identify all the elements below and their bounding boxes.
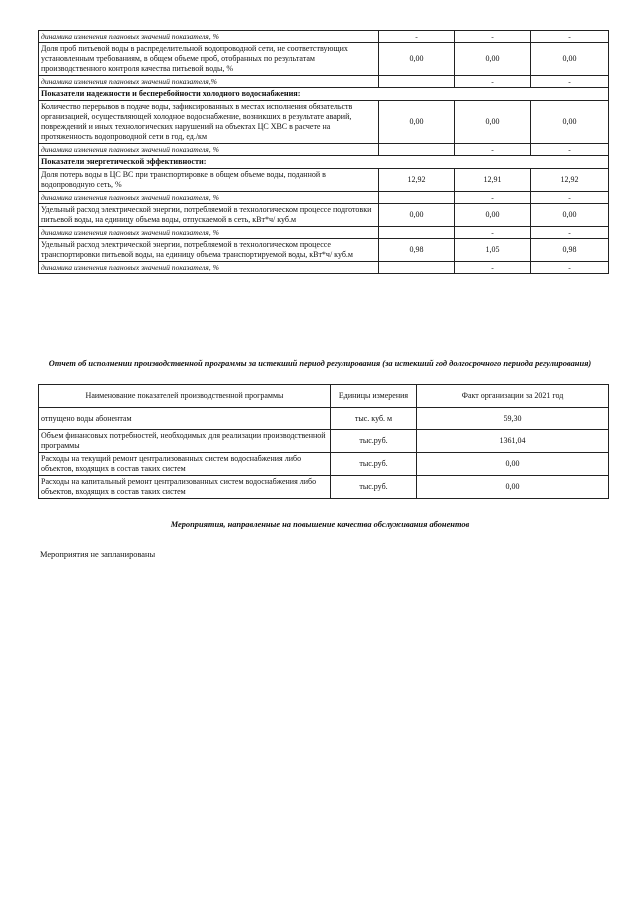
cell-value bbox=[379, 227, 455, 239]
events-title: Мероприятия, направленные на повышение качества обслуживания абонентов bbox=[170, 520, 470, 529]
report-row-name: Расходы на капитальный ремонт централизованных систем водоснабжения либо объектов, входящих в состав таких систем bbox=[39, 476, 331, 499]
section-row bbox=[39, 88, 609, 101]
dynamics-row bbox=[39, 192, 609, 204]
cell-value: 0,98 bbox=[379, 239, 455, 262]
report-row-name: отпущено воды абонентам bbox=[39, 408, 331, 430]
cell-value: 0,98 bbox=[531, 239, 609, 262]
cell-value: 0,00 bbox=[379, 43, 455, 76]
cell-value: - bbox=[531, 227, 609, 239]
row-label: динамика изменения плановых значений показателя, % bbox=[39, 192, 379, 204]
cell-value: 0,00 bbox=[531, 43, 609, 76]
section-title: Показатели энергетической эффективности: bbox=[39, 156, 609, 169]
cell-value: 0,00 bbox=[531, 101, 609, 144]
cell-value: 0,00 bbox=[455, 101, 531, 144]
indicator-row bbox=[39, 204, 609, 227]
dynamics-row bbox=[39, 76, 609, 88]
cell-value: 12,92 bbox=[531, 169, 609, 192]
section-row bbox=[39, 156, 609, 169]
report-row-name: Объем финансовых потребностей, необходимых для реализации производственной программы bbox=[39, 430, 331, 453]
row-label: Удельный расход электрической энергии, потребляемой в технологическом процессе подготовки питьевой воды, на единицу объема воды, отпускаемой в сеть, кВт*ч/ куб.м bbox=[39, 204, 379, 227]
row-label: динамика изменения плановых значений показателя,% bbox=[39, 76, 379, 88]
report-row bbox=[39, 476, 609, 499]
dynamics-row bbox=[39, 262, 609, 274]
cell-value: - bbox=[455, 192, 531, 204]
indicator-row bbox=[39, 169, 609, 192]
cell-value: - bbox=[531, 31, 609, 43]
report-row-unit: тыс.руб. bbox=[331, 476, 417, 499]
row-label: динамика изменения плановых значений показателя, % bbox=[39, 227, 379, 239]
report-row-fact: 0,00 bbox=[417, 476, 609, 499]
indicator-row bbox=[39, 43, 609, 76]
report-row-unit: тыс.руб. bbox=[331, 453, 417, 476]
report-row-fact: 1361,04 bbox=[417, 430, 609, 453]
cell-value: - bbox=[455, 262, 531, 274]
cell-value: - bbox=[455, 31, 531, 43]
row-label: Доля проб питьевой воды в распределительной водопроводной сети, не соответствующих установленным требованиям, в общем объеме проб, отобранных по результатам производственного контроля качества питьевой воды, % bbox=[39, 43, 379, 76]
dynamics-row bbox=[39, 227, 609, 239]
cell-value: 0,00 bbox=[455, 204, 531, 227]
row-label: динамика изменения плановых значений показателя, % bbox=[39, 262, 379, 274]
cell-value bbox=[379, 192, 455, 204]
cell-value bbox=[379, 144, 455, 156]
cell-value: - bbox=[531, 262, 609, 274]
report-row-fact: 0,00 bbox=[417, 453, 609, 476]
row-label: динамика изменения плановых значений показателя, % bbox=[39, 144, 379, 156]
header-unit: Единицы измерения bbox=[331, 385, 417, 408]
row-label: динамика изменения плановых значений показателя, % bbox=[39, 31, 379, 43]
cell-value: 12,91 bbox=[455, 169, 531, 192]
cell-value bbox=[379, 76, 455, 88]
indicator-row bbox=[39, 239, 609, 262]
report-row-unit: тыс. куб. м bbox=[331, 408, 417, 430]
cell-value: - bbox=[531, 76, 609, 88]
header-name: Наименование показателей производственной программы bbox=[39, 385, 331, 408]
report-title: Отчет об исполнении производственной программы за истекший период регулирования (за истекший год долгосрочного периода регулирования) bbox=[48, 359, 592, 368]
report-table bbox=[38, 384, 609, 499]
row-label: Доля потерь воды в ЦС ВС при транспортировке в общем объеме воды, поданной в водопроводную сеть, % bbox=[39, 169, 379, 192]
row-label: Количество перерывов в подаче воды, зафиксированных в местах исполнения обязательств организацией, осуществляющей холодное водоснабжение, возникших в результате аварий, повреждений и иных технологических нарушений на объектах ЦС ХВС в расчете на протяженность водопроводной сети в год, ед./км bbox=[39, 101, 379, 144]
cell-value: - bbox=[531, 192, 609, 204]
report-row bbox=[39, 453, 609, 476]
report-header-row bbox=[39, 385, 609, 408]
cell-value: - bbox=[455, 144, 531, 156]
header-fact: Факт организации за 2021 год bbox=[417, 385, 609, 408]
cell-value: 0,00 bbox=[455, 43, 531, 76]
row-label: Удельный расход электрической энергии, потребляемой в технологическом процессе транспортировки питьевой воды, на единицу объема транспортируемой воды, кВт*ч/ куб.м bbox=[39, 239, 379, 262]
indicators-table bbox=[38, 30, 609, 274]
cell-value: - bbox=[379, 31, 455, 43]
report-row-fact: 59,30 bbox=[417, 408, 609, 430]
cell-value bbox=[379, 262, 455, 274]
cell-value: 0,00 bbox=[531, 204, 609, 227]
dynamics-row bbox=[39, 144, 609, 156]
cell-value: - bbox=[531, 144, 609, 156]
report-row-unit: тыс.руб. bbox=[331, 430, 417, 453]
cell-value: 12,92 bbox=[379, 169, 455, 192]
cell-value: 0,00 bbox=[379, 204, 455, 227]
report-row-name: Расходы на текущий ремонт централизованных систем водоснабжения либо объектов, входящих в состав таких систем bbox=[39, 453, 331, 476]
cell-value: - bbox=[455, 227, 531, 239]
report-row bbox=[39, 430, 609, 453]
cell-value: - bbox=[455, 76, 531, 88]
indicator-row bbox=[39, 101, 609, 144]
cell-value: 0,00 bbox=[379, 101, 455, 144]
section-title: Показатели надежности и бесперебойности холодного водоснабжения: bbox=[39, 88, 609, 101]
cell-value: 1,05 bbox=[455, 239, 531, 262]
report-row bbox=[39, 408, 609, 430]
events-text: Мероприятия не запланированы bbox=[40, 550, 156, 559]
table-row bbox=[39, 31, 609, 43]
